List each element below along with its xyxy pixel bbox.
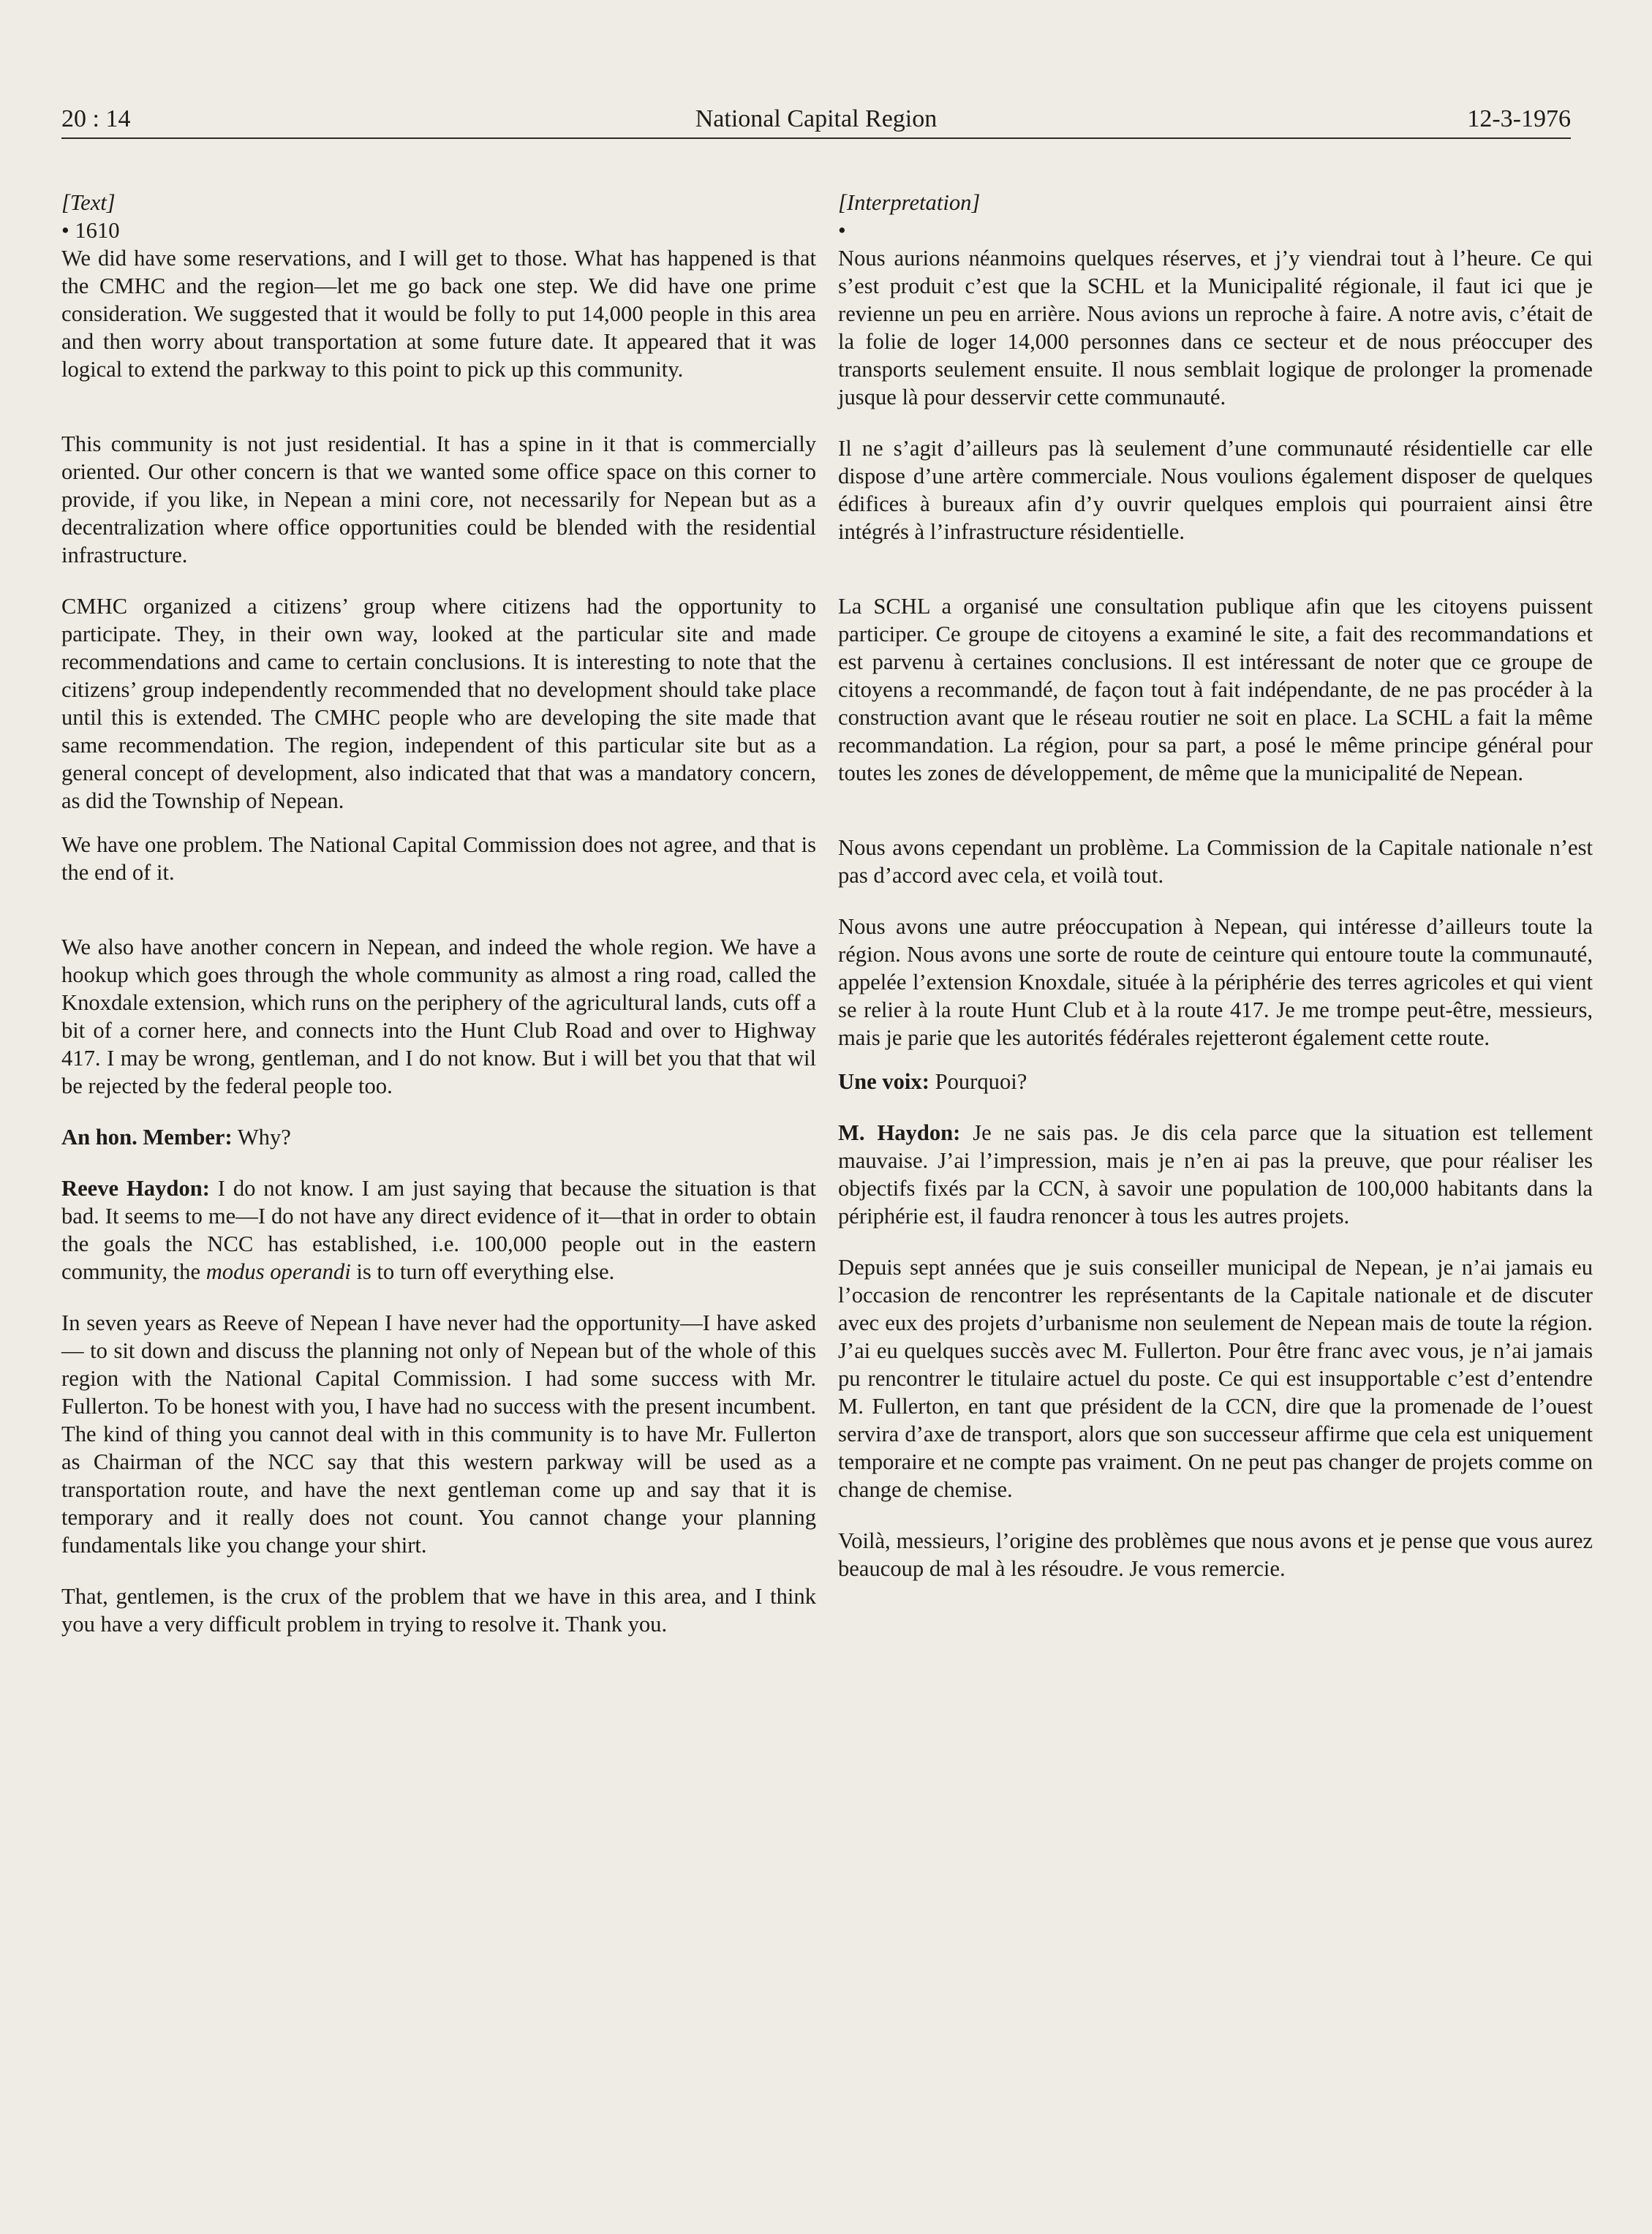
interpretation-label: [Interpretation] xyxy=(838,190,981,215)
paragraph-6 xyxy=(61,1123,816,1151)
speaker-label: M. Haydon: xyxy=(838,1120,961,1145)
paragraph-9: That, gentlemen, is the crux of the problem that we have in this area, and I think you have a very difficult problem in trying to resolve it. Thank you. xyxy=(61,1584,816,1637)
paragraph-7 xyxy=(838,1119,1593,1230)
paragraph-2: Il ne s’agit d’ailleurs pas là seulement d’une communauté résidentielle car elle dispose d’une artère commerciale. Nous voulions également disposer de quelques édifices à bureaux afin d’y ouvrir quelques emplois qui pourraient ainsi être intégrés à l’infrastructure résidentielle. xyxy=(838,436,1593,544)
running-title: National Capital Region xyxy=(695,105,938,132)
paragraph-8: Depuis sept années que je suis conseiller municipal de Nepean, je n’ai jamais eu l’occasion de rencontrer les représentants de la Capitale nationale et de discuter avec eux des projets d’urbanisme non seulement de Nepean mais de toute la région. J’ai eu quelques succès avec M. Fullerton. Pour être franc avec vous, je n’ai jamais pu rencontrer le titulaire actuel du poste. Ce qui est insupportable c’est d’entendre M. Fullerton, en tant que président de la CCN, dire que la promenade de l’ouest servira d’axe de transport, alors que son successeur affirme que cela est uniquement temporaire et ne compte pas vraiment. On ne peut pas changer de projets comme on change de chemise. xyxy=(838,1255,1593,1502)
speaker-label: Une voix: xyxy=(838,1069,929,1094)
speaker-label: An hon. Member: xyxy=(61,1125,233,1150)
paragraph-1: We did have some reservations, and I will get to those. What has happened is that the CMHC and the region—let me go back one step. We did have one prime consideration. We suggested that it would be folly to put 14,000 people in this area and then worry about transportation at some future date. It appeared that it was logical to extend the parkway to this point to pick up this community. xyxy=(61,246,816,382)
italic-phrase: modus operandi xyxy=(205,1259,351,1284)
page-header xyxy=(61,101,1571,139)
time-marker: • 1610 xyxy=(61,218,120,243)
paragraph-8: In seven years as Reeve of Nepean I have never had the opportunity—I have asked— to sit down and discuss the planning not only of Nepean but of the whole of this region with the National Capital Commission. I had some success with Mr. Fullerton. To be honest with you, I have had no success with the present incumbent. The kind of thing you cannot deal with in this community is to have Mr. Fullerton as Chairman of the NCC say that this western parkway will be used as a transportation route, and have the next gentleman come up and say that it is temporary and it really does not count. You cannot change your planning fundamentals like you change your shirt. xyxy=(61,1310,816,1558)
paragraph-3: CMHC organized a citizens’ group where citizens had the opportunity to participate. They, in their own way, looked at the particular site and made recommendations and came to certain conclusions. It is interesting to note that the citizens’ group independently recommended that no development should take place until this is extended. The CMHC people who are developing the site made that same recommendation. The region, independent of this particular site but as a general concept of development, also indicated that that was a mandatory concern, as did the Township of Nepean. xyxy=(61,594,816,813)
paragraph-6 xyxy=(838,1068,1593,1095)
paragraph-1: Nous aurions néanmoins quelques réserves, et j’y viendrai tout à l’heure. Ce qui s’est produit c’est que la SCHL et la Municipalité régionale, il faut ici que je revienne un peu en arrière. Nous avions un reproche à faire. A notre avis, c’était de la folie de loger 14,000 personnes dans ce secteur et de nous préoccuper des transports seulement ensuite. Il nous semblait logique de prolonger la promenade jusque là pour desservir cette communauté. xyxy=(838,246,1593,410)
speech-text: I do not know. I am just saying that because the situation is that bad. It seems to me—I do not have any direct evidence of it—that in order to obtain the goals the NCC has established, i.e. 100,000 people out in the eastern community, the xyxy=(61,1176,816,1284)
paragraph-2: This community is not just residential. It has a spine in it that is commercially oriented. Our other concern is that we wanted some office space on this corner to provide, if you like, in Nepean a mini core, not necessarily for Nepean but as a decentralization where office opportunities could be blended with the residential infrastructure. xyxy=(61,431,816,567)
header-date: 12-3-1976 xyxy=(1467,105,1571,132)
speech-text: is to turn off everything else. xyxy=(350,1259,615,1284)
text-label: [Text] xyxy=(61,190,116,215)
speech-text: Pourquoi? xyxy=(929,1069,1027,1094)
paragraph-7 xyxy=(61,1174,816,1286)
bullet-marker: • xyxy=(838,218,846,243)
paragraph-5: We also have another concern in Nepean, and indeed the whole region. We have a hookup which goes through the whole community as almost a ring road, called the Knoxdale extension, which runs on the periphery of the agricultural lands, cuts off a bit of a corner here, and connects into the Hunt Club Road and over to Highway 417. I may be wrong, gentleman, and I do not know. But i will bet you that that wil be rejected by the federal people too. xyxy=(61,935,816,1098)
french-column xyxy=(838,189,1593,1582)
paragraph-4: We have one problem. The National Capital Commission does not agree, and that is the end of it. xyxy=(61,832,816,885)
paragraph-5: Nous avons une autre préoccupation à Nepean, qui intéresse d’ailleurs toute la région. Nous avons une sorte de route de ceinture qui entoure toute la communauté, appelée l’extension Knoxdale, située à la périphérie des terres agricoles et qui vient se relier à la route Hunt Club et à la route 417. Je me trompe peut-être, messieurs, mais je parie que les autorités fédérales rejetteront également cette route. xyxy=(838,914,1593,1050)
english-column xyxy=(61,189,816,1638)
paragraph-3: La SCHL a organisé une consultation publique afin que les citoyens puissent participer. Ce groupe de citoyens a examiné le site, a fait des recommandations et est parvenu à certaines conclusions. Il est intéressant de noter que ce groupe de citoyens a recommandé, de façon tout à fait indépendante, de ne pas procéder à la construction avant que le réseau routier ne soit en place. La SCHL a fait la même recommandation. La région, pour sa part, a posé le même principe général pour toutes les zones de développement, de même que la municipalité de Nepean. xyxy=(838,594,1593,785)
paragraph-9: Voilà, messieurs, l’origine des problèmes que nous avons et je pense que vous aurez beaucoup de mal à les résoudre. Je vous remercie. xyxy=(838,1528,1593,1581)
header-rule xyxy=(61,137,1571,139)
speech-text: Je ne sais pas. Je dis cela parce que la situation est tellement mauvaise. J’ai l’impression, mais je n’en ai pas la preuve, que pour réaliser les objectifs fixés par la CCN, à savoir une population de 100,000 habitants dans la périphérie est, il faudra renoncer à tous les autres projets. xyxy=(838,1120,1593,1229)
speech-text: Why? xyxy=(232,1125,291,1150)
speaker-label: Reeve Haydon: xyxy=(61,1176,210,1201)
page-number: 20 : 14 xyxy=(61,105,131,132)
paragraph-4: Nous avons cependant un problème. La Commission de la Capitale nationale n’est pas d’accord avec cela, et voilà tout. xyxy=(838,835,1593,888)
